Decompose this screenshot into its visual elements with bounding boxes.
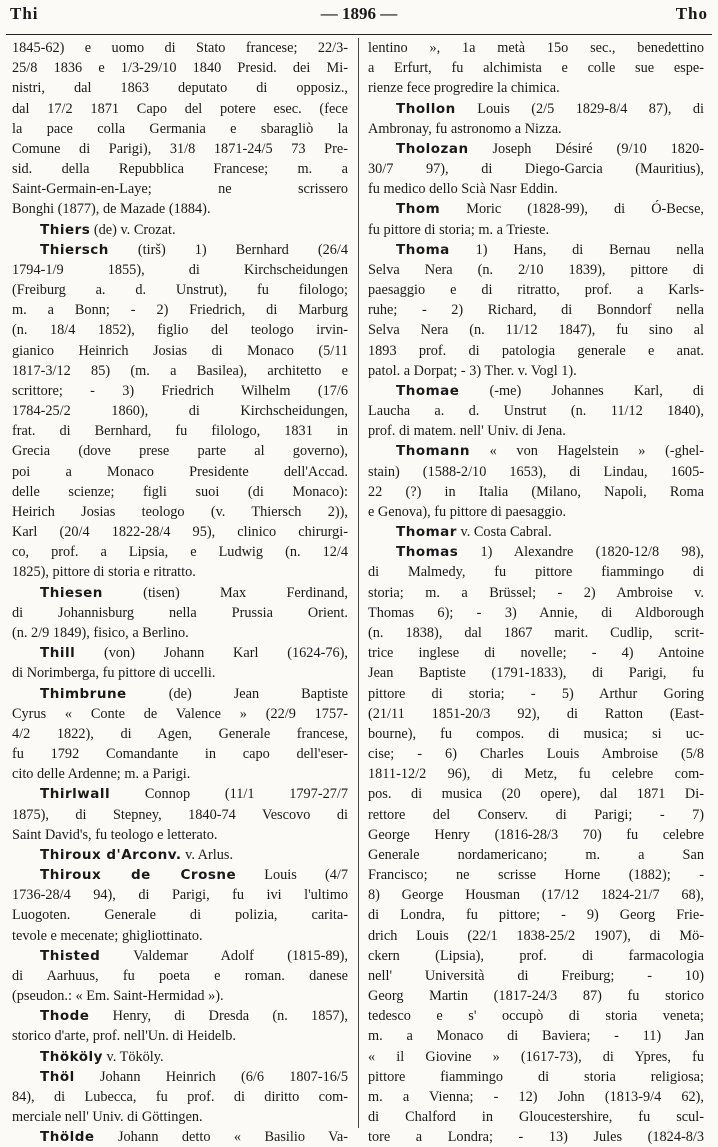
headword: Thiers — [40, 221, 91, 238]
page-number: — 1896 — — [320, 4, 398, 23]
line-text: (tirš) 1) Bernhard (26/4 — [108, 241, 348, 258]
entry-headword-line — [12, 865, 348, 885]
entry-headword-line — [368, 522, 704, 542]
headword: Thimbrune — [40, 685, 127, 702]
line-text: Francisco; ne scrisse Horne (1882); - — [368, 867, 704, 884]
line-text: Generale nordamericano; m. a San — [368, 846, 704, 863]
line-text: storia; m. a Brüssel; - 2) Ambroise v. — [368, 584, 704, 601]
line-text: 30/7 97), di Diego-Garcia (Mauritius), — [368, 161, 704, 178]
line-text: tedesco e s' occupò di storia veneta; — [368, 1008, 704, 1025]
line-text: di Norimberga, fu pittore di uccelli. — [12, 665, 216, 682]
text-line — [368, 482, 704, 502]
headword: Thölde — [40, 1129, 95, 1146]
entry-headword-line — [12, 784, 348, 804]
text-line — [12, 562, 348, 582]
text-line — [12, 926, 348, 946]
text-line — [12, 663, 348, 683]
line-text: nistri, dal 1863 deputato di opposiz., — [12, 80, 348, 97]
line-text: cise; - 6) Charles Louis Ambroise (5/8 — [368, 746, 704, 763]
text-line — [368, 562, 704, 582]
line-text: di Aarhuus, fu poeta e roman. danese — [12, 967, 348, 984]
entry-headword-line — [12, 845, 348, 865]
entry-headword-line — [12, 583, 348, 603]
line-text: Johann detto « Basilio Va- — [94, 1129, 348, 1146]
line-text: 1817-3/12 85) (m. a Basilea), architetto e — [12, 362, 348, 379]
text-line — [12, 522, 348, 542]
headword: Thisted — [40, 947, 101, 964]
line-text: drich Louis (22/1 1838-25/2 1907), di Mö- — [368, 927, 704, 944]
text-line — [12, 724, 348, 744]
text-line — [12, 78, 348, 98]
text-line — [12, 704, 348, 724]
text-line — [12, 462, 348, 482]
line-text: di Malmedy, fu pittore fiammingo di — [368, 564, 704, 581]
headword: Thomas — [396, 544, 459, 561]
text-line — [368, 220, 704, 240]
line-text: Comune di Parigi), 31/8 1871-24/5 73 Pre- — [12, 140, 348, 157]
headword: Thöl — [40, 1068, 75, 1085]
line-text: m. a Vienna; - 12) John (1813-9/4 62), — [368, 1088, 704, 1105]
text-line — [368, 401, 704, 421]
text-line — [12, 966, 348, 986]
text-line — [368, 724, 704, 744]
headword: Thoma — [396, 241, 450, 258]
line-text: rettore del Conserv. di Parigi; - 7) — [368, 806, 704, 823]
line-text: tevole e mecenate; ghigliottinato. — [12, 927, 203, 944]
text-line — [368, 462, 704, 482]
line-text: pos. di musica (20 opere), dal 1871 Di- — [368, 786, 704, 803]
line-text: di Johannisburg nella Prussia Orient. — [12, 604, 348, 621]
line-text: (Freiburg a. d. Unstrut), fu filologo; — [12, 282, 348, 299]
text-line — [368, 1026, 704, 1046]
text-line — [368, 946, 704, 966]
line-text: (de) Jean Baptiste — [126, 685, 348, 702]
text-line — [12, 764, 348, 784]
entry-headword-line — [12, 1006, 348, 1026]
text-line — [368, 704, 704, 724]
text-line — [368, 38, 704, 58]
line-text: 1811-12/2 96), di Metz, fu celebre com- — [368, 766, 704, 783]
headword: Thököly — [40, 1048, 103, 1065]
line-text: e Genova), fu pittore di paesaggio. — [368, 503, 567, 520]
line-text: gianico Heinrich Josias di Monaco (5/11 — [12, 342, 348, 359]
headword: Thollon — [396, 100, 456, 117]
line-text: pittore fiammingo di storia religiosa; — [368, 1068, 704, 1085]
line-text: fu 1792 Comandante in capo dell'eser- — [12, 746, 348, 763]
line-text: (pseudon.: « Em. Saint-Hermidad »). — [12, 988, 224, 1005]
entry-headword-line — [12, 684, 348, 704]
line-text: m. a Bonn; - 2) Friedrich, di Marburg — [12, 302, 348, 319]
line-text: « von Hagelstein » (-ghel- — [470, 443, 704, 460]
text-line — [12, 300, 348, 320]
text-line — [368, 1127, 704, 1147]
line-text: 1794-1/9 1855), di Kirchscheidungen — [12, 261, 348, 278]
line-text: Johann Heinrich (6/6 1807-16/5 — [74, 1068, 348, 1085]
line-text: Selva Nera (n. 11/12 1847), fu sino al — [368, 322, 704, 339]
text-line — [368, 764, 704, 784]
line-text: 1) Alexandre (1820-12/8 98), — [458, 544, 704, 561]
text-line — [12, 1026, 348, 1046]
entry-headword-line — [12, 1047, 348, 1067]
line-text: 4/2 1822), di Agen, Generale francese, — [12, 725, 348, 742]
text-line — [12, 381, 348, 401]
line-text: bourne), fu compos. di musica; si uc- — [368, 725, 704, 742]
line-text: m. a Monaco di Baviera; - 11) Jan — [368, 1028, 704, 1045]
line-text: Karl (20/4 1822-28/4 95), clinico chirurgi- — [12, 524, 348, 541]
entry-headword-line — [12, 643, 348, 663]
text-line — [12, 542, 348, 562]
line-text: 1736-28/4 94), di Parigi, fu ivi l'ultimo — [12, 887, 348, 904]
text-line — [368, 159, 704, 179]
line-text: co, prof. a Lipsia, e Ludwig (n. 12/4 — [12, 544, 348, 561]
text-line — [12, 905, 348, 925]
text-line — [368, 260, 704, 280]
entry-headword-line — [12, 946, 348, 966]
text-line — [12, 280, 348, 300]
line-text: Heirich Josias teologo (v. Thiersch 2)), — [12, 503, 348, 520]
text-line — [368, 784, 704, 804]
text-line — [368, 1087, 704, 1107]
line-text: ruhe; - 2) Richard, di Bonndorf nella — [368, 302, 704, 319]
line-text: v. Costa Cabral. — [456, 524, 552, 541]
text-line — [368, 58, 704, 78]
line-text: tore a Londra; - 13) Jules (1824-8/3 — [368, 1129, 704, 1146]
text-line — [368, 805, 704, 825]
text-line — [12, 199, 348, 219]
text-line — [368, 1067, 704, 1087]
entry-headword-line — [368, 139, 704, 159]
entry-headword-line — [368, 542, 704, 562]
text-line — [12, 320, 348, 340]
line-text: Laucha a. d. Unstrut (n. 11/12 1840), — [368, 403, 704, 420]
running-header — [0, 4, 718, 32]
entry-headword-line — [12, 1127, 348, 1147]
line-text: prof. di matem. nell' Univ. di Jena. — [368, 423, 566, 440]
entry-headword-line — [368, 381, 704, 401]
entry-headword-line — [12, 240, 348, 260]
right-column — [368, 38, 704, 1147]
line-text: (tisen) Max Ferdinand, — [102, 584, 348, 601]
line-text: Selva Nera (n. 2/10 1839), pittore di — [368, 261, 704, 278]
text-line — [368, 341, 704, 361]
headword: Thiroux d'Arconv. — [40, 846, 182, 863]
text-line — [368, 280, 704, 300]
headword: Thomann — [396, 443, 470, 460]
text-line — [12, 482, 348, 502]
line-text: (n. 1838), dal 1867 marit. Cudlip, scrit- — [368, 624, 704, 641]
text-line — [12, 986, 348, 1006]
text-line — [368, 421, 704, 441]
line-text: (n. 2/9 1849), fisico, a Berlino. — [12, 624, 189, 641]
text-line — [368, 926, 704, 946]
text-line — [12, 603, 348, 623]
header-rule — [6, 34, 712, 35]
entry-headword-line — [12, 1067, 348, 1087]
line-text: fu pittore di storia; m. a Trieste. — [368, 221, 550, 238]
text-line — [368, 623, 704, 643]
line-text: (-me) Johannes Karl, di — [459, 382, 704, 399]
text-line — [368, 502, 704, 522]
line-text: Cyrus « Conte de Valence » (22/9 1757- — [12, 705, 348, 722]
line-text: 25/8 1836 e 1/3-29/10 1840 Presid. dei Mi- — [12, 60, 348, 77]
line-text: sid. della Repubblica Francese; m. a — [12, 161, 348, 178]
line-text: Henry, di Dresda (n. 1857), — [89, 1008, 348, 1025]
text-line — [368, 320, 704, 340]
text-line — [368, 583, 704, 603]
line-text: (n. 18/4 1852), figlio del teologo irvin- — [12, 322, 348, 339]
text-line — [368, 845, 704, 865]
headword: Thode — [40, 1008, 90, 1025]
header-right-guideword: Tho — [675, 4, 708, 23]
line-text: Connop (11/1 1797-27/7 — [110, 786, 348, 803]
text-line — [368, 744, 704, 764]
text-line — [12, 825, 348, 845]
text-line — [12, 744, 348, 764]
line-text: cito delle Ardenne; m. a Parigi. — [12, 766, 191, 783]
line-text: v. Tököly. — [102, 1048, 164, 1065]
text-line — [368, 986, 704, 1006]
text-line — [12, 421, 348, 441]
line-text: delle scienze; figli suoi (di Monaco): — [12, 483, 348, 500]
line-text: a Erfurt, fu alchimista e colle sue espe- — [368, 60, 704, 77]
text-line — [368, 885, 704, 905]
text-line — [12, 139, 348, 159]
line-text: Joseph Désiré (9/10 1820- — [468, 140, 704, 157]
line-text: 1825), pittore di storia e ritratto. — [12, 564, 196, 581]
text-line — [368, 684, 704, 704]
entry-headword-line — [368, 199, 704, 219]
line-text: paesaggio e di ritratto, prof. a Karls- — [368, 282, 704, 299]
text-line — [368, 966, 704, 986]
line-text: Ambronay, fu astronomo a Nizza. — [368, 120, 562, 137]
line-text: 1784-25/2 1860), di Kirchscheidungen, — [12, 403, 348, 420]
line-text: Louis (4/7 — [236, 867, 348, 884]
header-left-guideword: Thi — [10, 4, 39, 23]
line-text: rienze fece progredire la chimica. — [368, 80, 560, 97]
text-line — [12, 99, 348, 119]
line-text: nell' Università di Freiburg; - 10) — [368, 967, 704, 984]
line-text: merciale nell' Univ. di Göttingen. — [12, 1109, 203, 1126]
text-line — [12, 119, 348, 139]
line-text: patol. a Dorpat; - 3) Ther. v. Vogl 1). — [368, 362, 577, 379]
text-line — [12, 885, 348, 905]
line-text: 1845-62) e uomo di Stato francese; 22/3- — [12, 40, 348, 56]
line-text: Saint David's, fu teologo e letterato. — [12, 826, 218, 843]
line-text: Georg Martin (1817-24/3 87) fu storico — [368, 988, 704, 1005]
headword: Thomar — [396, 524, 457, 541]
line-text: Saint-Germain-en-Laye; ne scrissero — [12, 181, 348, 198]
text-line — [12, 623, 348, 643]
line-text: George Henry (1816-28/3 70) fu celebre — [368, 826, 704, 843]
entry-headword-line — [12, 220, 348, 240]
line-text: 1893 prof. di patologia generale e anat. — [368, 342, 704, 359]
headword: Thiesen — [40, 584, 103, 601]
headword: Thom — [396, 201, 441, 218]
text-line — [12, 361, 348, 381]
text-line — [368, 78, 704, 98]
headword: Thiersch — [40, 241, 109, 258]
text-line — [12, 401, 348, 421]
text-line — [368, 119, 704, 139]
text-line — [368, 1047, 704, 1067]
text-line — [12, 58, 348, 78]
headword: Thill — [40, 645, 76, 662]
text-line — [368, 179, 704, 199]
text-line — [368, 825, 704, 845]
entry-headword-line — [368, 99, 704, 119]
text-line — [368, 905, 704, 925]
headword: Thirlwall — [40, 786, 111, 803]
line-text: 1875), di Stepney, 1840-74 Vescovo di — [12, 806, 348, 823]
line-text: (de) v. Crozat. — [90, 221, 176, 238]
line-text: trice inglese di novelle; - 4) Antoine — [368, 645, 704, 662]
text-line — [12, 1087, 348, 1107]
line-text: stain) (1588-2/10 1653), di Lindau, 1605- — [368, 463, 704, 480]
line-text: lentino », 1a metà 15o sec., benedettino — [368, 40, 704, 56]
column-divider — [358, 38, 359, 1128]
headword: Thiroux de Crosne — [40, 867, 237, 884]
line-text: fu medico dello Scià Nasr Eddin. — [368, 181, 558, 198]
line-text: 8) George Housman (17/12 1824-21/7 68), — [368, 887, 704, 904]
text-line — [368, 300, 704, 320]
line-text: Luogoten. Generale di polizia, carita- — [12, 907, 348, 924]
line-text: « il Giovine » (1617-73), di Ypres, fu — [368, 1048, 704, 1065]
line-text: (von) Johann Karl (1624-76), — [75, 645, 348, 662]
line-text: pittore di storia; - 5) Arthur Goring — [368, 685, 704, 702]
headword: Thomae — [396, 382, 460, 399]
line-text: ckern (Lipsia), prof. di farmacologia — [368, 947, 704, 964]
entry-headword-line — [368, 240, 704, 260]
line-text: poi a Monaco Presidente dell'Accad. — [12, 463, 348, 480]
text-line — [368, 361, 704, 381]
line-text: Jean Baptiste (1791-1833), di Parigi, fu — [368, 665, 704, 682]
line-text: Bonghi (1877), de Mazade (1884). — [12, 201, 211, 218]
line-text: dal 17/2 1871 Capo del potere esec. (fece — [12, 100, 348, 117]
line-text: 22 (?) in Italia (Milano, Napoli, Roma — [368, 483, 704, 500]
text-line — [12, 805, 348, 825]
line-text: Valdemar Adolf (1815-89), — [100, 947, 348, 964]
text-line — [368, 603, 704, 623]
text-line — [12, 159, 348, 179]
line-text: (21/11 1851-20/3 92), di Ratton (East- — [368, 705, 704, 722]
line-text: di Londra, fu pittore; - 9) Georg Frie- — [368, 907, 704, 924]
text-line — [368, 643, 704, 663]
line-text: v. Arlus. — [181, 846, 234, 863]
text-line — [12, 179, 348, 199]
headword: Tholozan — [396, 140, 469, 157]
entry-headword-line — [368, 441, 704, 461]
text-line — [12, 38, 348, 58]
line-text: scrittore; - 3) Friedrich Wilhelm (17/6 — [12, 382, 348, 399]
line-text: Thomas 6); - 3) Annie, di Aldborough — [368, 604, 704, 621]
text-line — [368, 663, 704, 683]
line-text: Grecia (dove prese parte al governo), — [12, 443, 348, 460]
text-line — [12, 341, 348, 361]
line-text: Louis (2/5 1829-8/4 87), di — [455, 100, 704, 117]
line-text: Moric (1828-99), di Ó-Becse, — [440, 201, 704, 218]
line-text: di Chalford in Gloucestershire, fu scul- — [368, 1109, 704, 1126]
left-column — [12, 38, 348, 1147]
line-text: frat. di Bernhard, fu filologo, 1831 in — [12, 423, 348, 440]
line-text: 1) Hans, di Bernau nella — [449, 241, 704, 258]
line-text: 84), di Lubecca, fu prof. di diritto com- — [12, 1088, 348, 1105]
line-text: storico d'arte, prof. nell'Un. di Heidelb. — [12, 1028, 236, 1045]
line-text: la pace colla Germania e sbaragliò la — [12, 120, 348, 137]
text-line — [368, 1107, 704, 1127]
text-line — [368, 865, 704, 885]
text-line — [12, 441, 348, 461]
text-line — [12, 502, 348, 522]
text-line — [12, 260, 348, 280]
text-line — [12, 1107, 348, 1127]
text-line — [368, 1006, 704, 1026]
